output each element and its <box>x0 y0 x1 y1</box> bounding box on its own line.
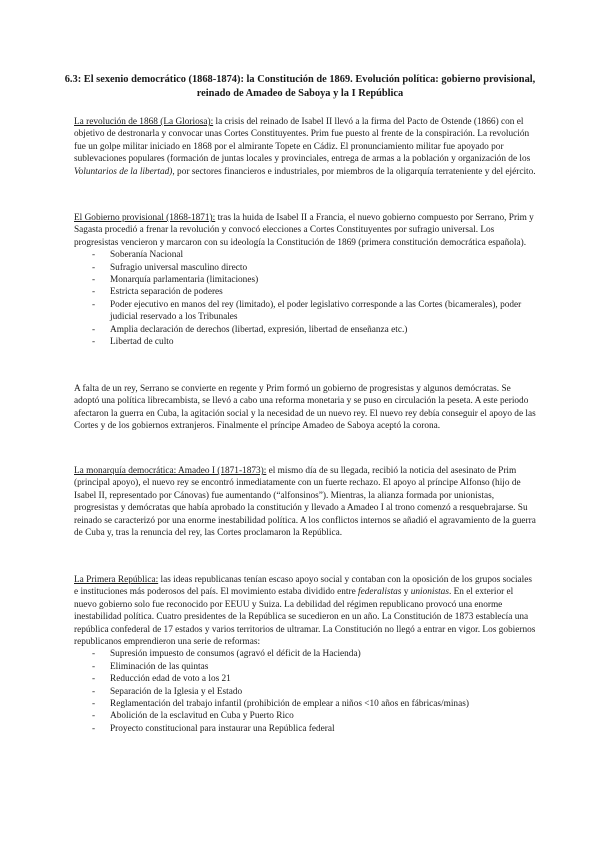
republica-text-end: . En el exterior el nuevo gobierno solo fue reconocido por EEUU y Suiza. La debilidad del régimen republicano provocó una enorme inestabilidad política. Cuatro presidentes de la República se sucedieron en un año. La Constitución de 1873 establecía una república confederal de 17 estados y varios territorios de ultramar. La Constitución no llegó a entrar en vigor. Los gobiernos republicanos emprendieron una serie de reformas: <box>74 587 536 648</box>
revolucion-text: la crisis del reinado de Isabel II llevó a la firma del Pacto de Ostende (1866) con el objetivo de destronarla y convocar unas Cortes Constituyentes. Prim fue puesto al frente de la conspiración. La revolución fue un golpe militar iniciado en 1868 por el almirante Topete en Cádiz. El pronunciamiento militar fue apoyado por sublevaciones populares (formación de juntas locales y provinciales, entrega de armas a la población y organización de los <box>74 117 531 165</box>
list-item: - Separación de la Iglesia y el Estado <box>74 686 536 698</box>
list-item: - Amplia declaración de derechos (libertad, expresión, libertad de enseñanza etc.) <box>74 324 536 336</box>
regencia-paragraph: A falta de un rey, Serrano se convierte en regente y Prim formó un gobierno de progresistas y algunos demócratas. Se adoptó una política librecambista, se llevó a cabo una reforma monetaria y se puso en circulación la peseta. A este periodo afectaron la guerra en Cuba, la agitación social y la necesidad de un nuevo rey. El nuevo rey debía conseguir el apoyo de las Cortes y de los gobiernos extranjeros. Finalmente el príncipe Amadeo de Saboya aceptó la corona. <box>74 384 536 432</box>
republica-heading: La Primera República: <box>74 575 159 585</box>
monarquia-paragraph <box>74 465 536 539</box>
list-item: - Monarquía parlamentaria (limitaciones) <box>74 274 536 286</box>
list-item: - Reducción edad de voto a los 21 <box>74 673 536 685</box>
republica-text-mid: y <box>401 587 411 598</box>
list-item: - Sufragio universal masculino directo <box>74 262 536 274</box>
section-gobierno <box>74 212 536 348</box>
monarquia-heading: La monarquía democrática: Amadeo I (1871-1873): <box>74 466 267 476</box>
section-republica <box>74 574 536 735</box>
gobierno-heading: El Gobierno provisional (1868-1871): <box>74 213 216 223</box>
list-item: - Poder ejecutivo en manos del rey (limitado), el poder legislativo corresponde a las Cortes (bicamerales), poder judicial reservado a los Tribunales <box>74 299 536 324</box>
monarquia-text: el mismo día de su llegada, recibió la noticia del asesinato de Prim (principal apoyo), el nuevo rey se encontró inmediatamente con un fuerte rechazo. El apoyo al príncipe Alfonso (hijo de Isabel II, representado por Cánovas) fue aumentando (“alfonsinos”). Mientras, la alianza formada por unionistas, progresistas y demócratas que había aprobado la constitución y llevado a Amadeo I al trono comenzó a resquebrajarse. Su reinado se caracterizó por una enorme inestabilidad política. A los conflictos internos se añadió el agravamiento de la guerra de Cuba y, tras la renuncia del rey, las Cortes proclamaron la República. <box>74 466 536 539</box>
list-item: - Libertad de culto <box>74 336 536 348</box>
list-item: - Reglamentación del trabajo infantil (prohibición de emplear a niños <10 años en fábricas/minas) <box>74 698 536 710</box>
revolucion-italic: Voluntarios de la libertad) <box>74 166 173 177</box>
list-item: - Soberanía Nacional <box>74 249 536 261</box>
list-item: - Abolición de la esclavitud en Cuba y Puerto Rico <box>74 710 536 722</box>
list-item: - Proyecto constitucional para instaurar una República federal <box>74 723 536 735</box>
section-revolucion <box>74 116 536 178</box>
section-regencia <box>74 383 536 433</box>
republica-italic-unionistas: unionistas <box>410 587 449 598</box>
constitution-list <box>74 249 536 348</box>
section-monarquia <box>74 465 536 539</box>
gobierno-text: tras la huida de Isabel II a Francia, el nuevo gobierno compuesto por Serrano, Prim y Sagasta procedió a frenar la revolución y convocó elecciones a Cortes Constituyentes por sufragio universal. Los progresistas vencieron y marcaron con su ideología la Constitución de 1869 (primera constitución democrática española). <box>74 213 534 248</box>
republica-paragraph <box>74 574 536 648</box>
reform-list <box>74 648 536 735</box>
revolucion-paragraph <box>74 116 536 178</box>
list-item: - Estricta separación de poderes <box>74 286 536 298</box>
gobierno-paragraph <box>74 212 536 249</box>
revolucion-text-end: , por sectores financieros e industriales, por miembros de la oligarquía terrateniente y del ejército. <box>172 166 536 177</box>
list-item: - Supresión impuesto de consumos (agravó el déficit de la Hacienda) <box>74 648 536 660</box>
republica-italic-federalistas: federalistas <box>358 587 402 598</box>
revolucion-heading: La revolución de 1868 (La Gloriosa): <box>74 117 214 127</box>
list-item: - Eliminación de las quintas <box>74 661 536 673</box>
page-title: 6.3: El sexenio democrático (1868-1874): la Constitución de 1869. Evolución política: gobierno provisional, reinado de Amadeo de Saboya y la I República <box>64 74 536 99</box>
republica-text: las ideas republicanas tenían escaso apoyo social y contaban con la oposición de los grupos sociales e instituciones más poderosos del país. El movimiento estaba dividido entre <box>74 575 533 598</box>
